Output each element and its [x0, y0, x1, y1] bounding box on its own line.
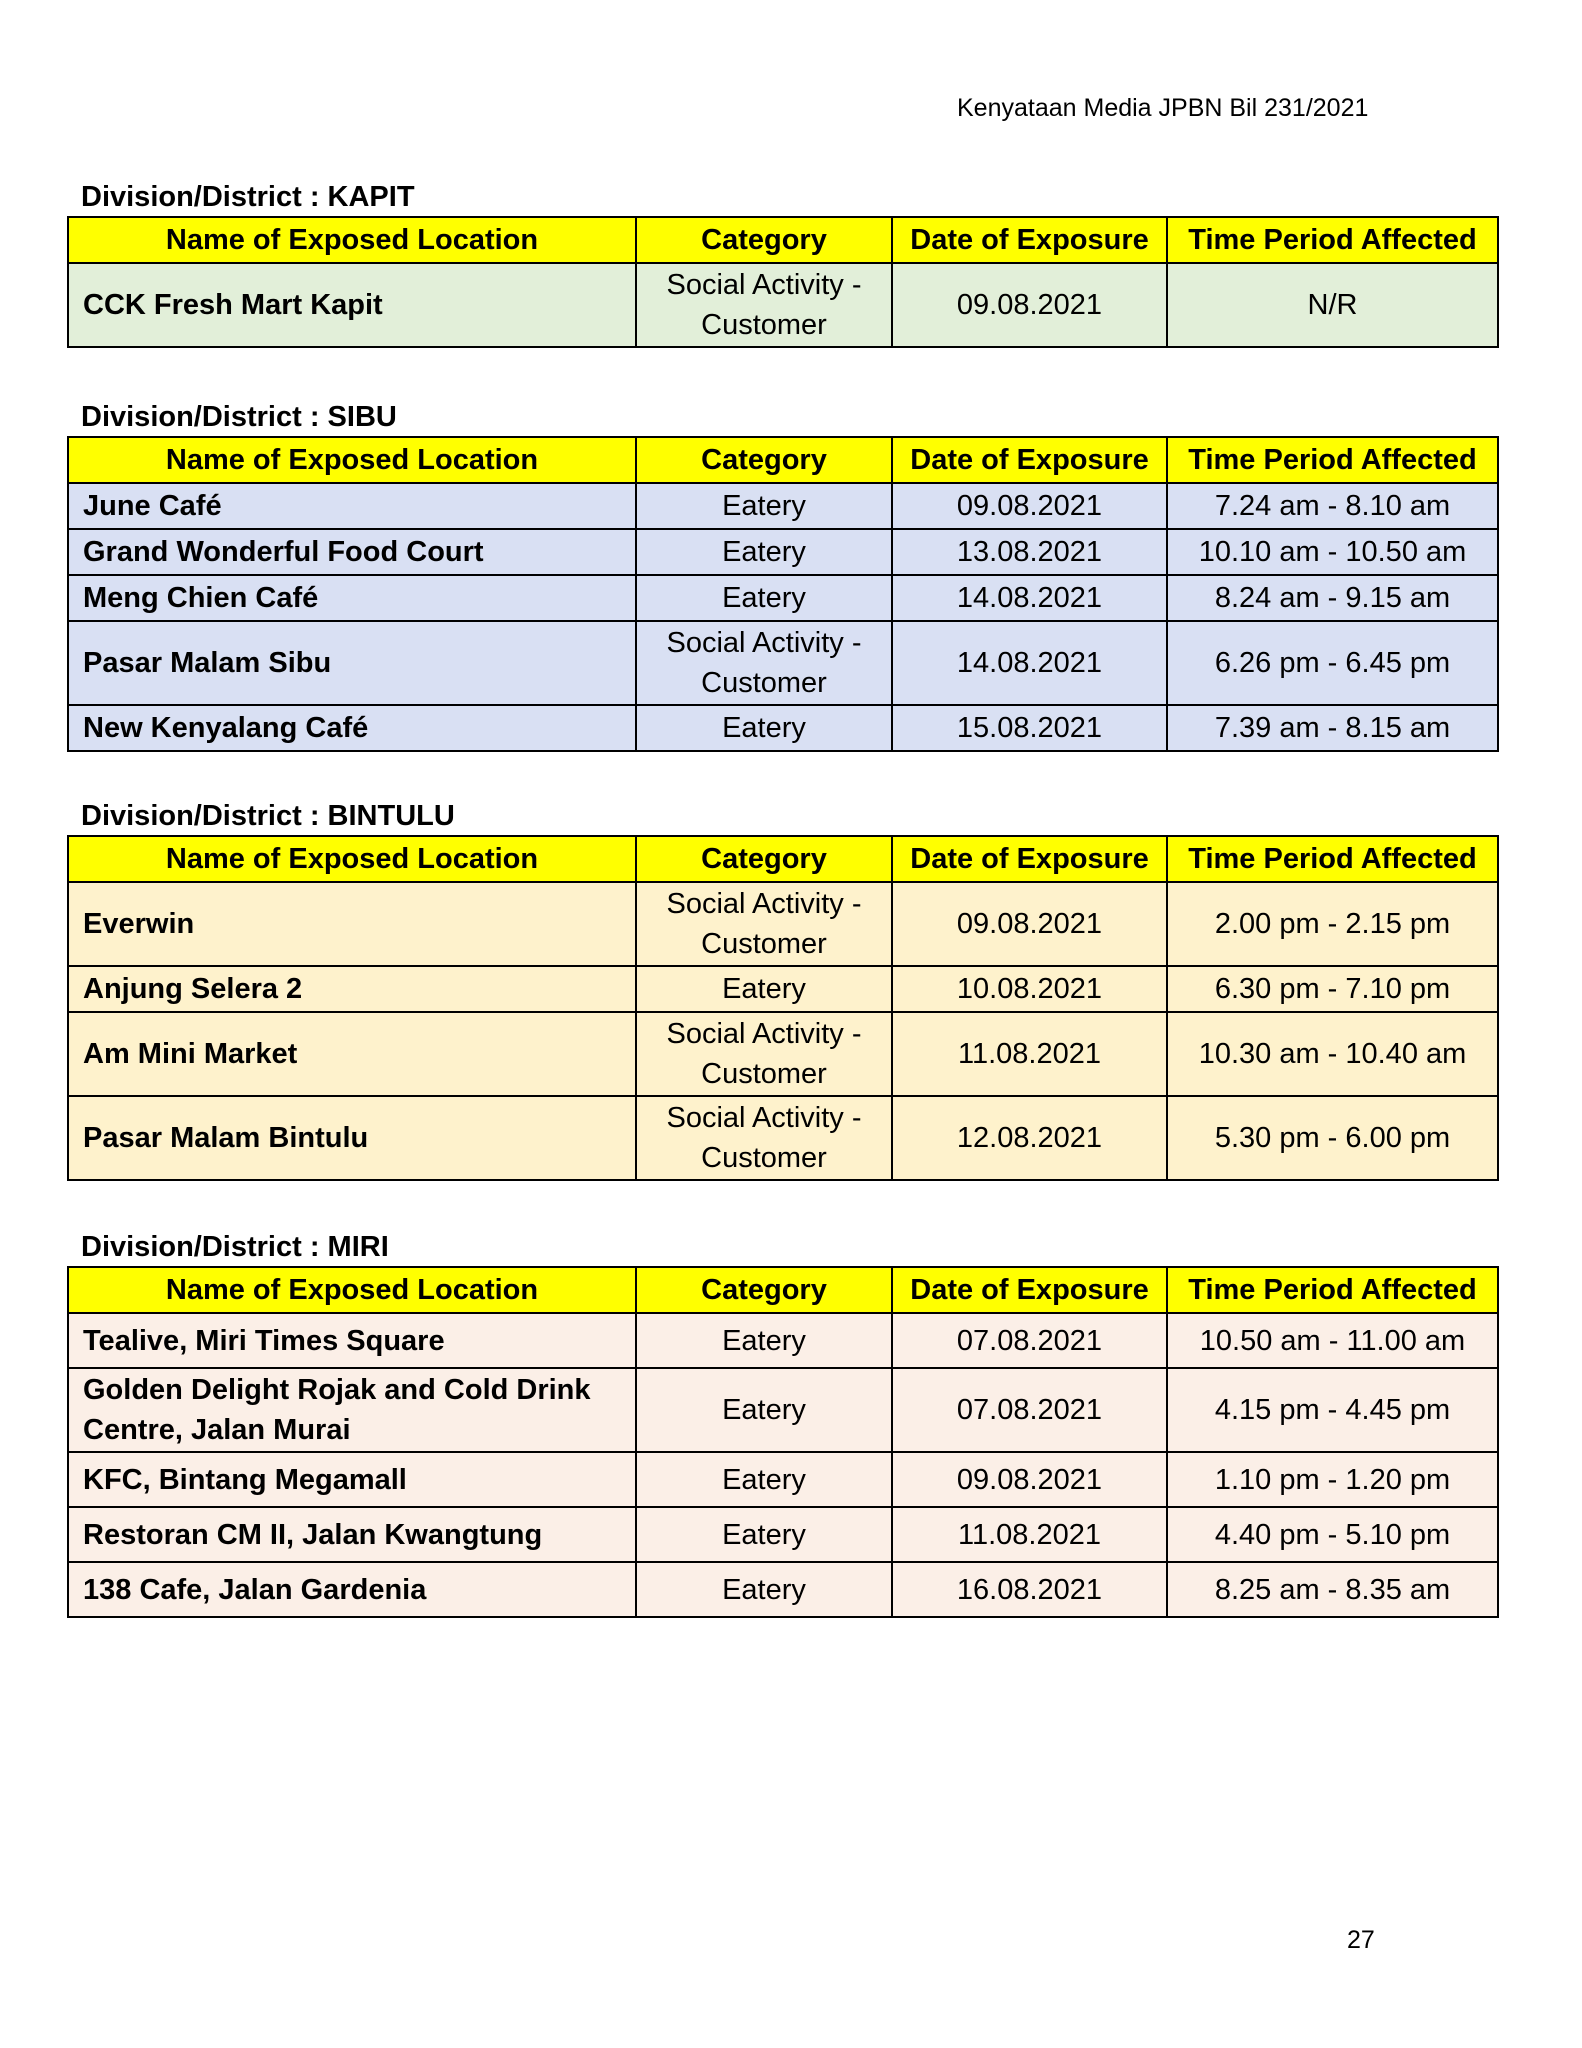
time-period-cell: 7.39 am - 8.15 am	[1167, 705, 1498, 751]
column-header-time: Time Period Affected	[1167, 437, 1498, 483]
category-cell: Social Activity - Customer	[636, 1096, 892, 1180]
table-header-row	[68, 217, 1498, 263]
location-cell: Restoran CM II, Jalan Kwangtung	[68, 1507, 636, 1562]
table-row	[68, 575, 1498, 621]
date-cell: 11.08.2021	[892, 1507, 1167, 1562]
column-header-location: Name of Exposed Location	[68, 836, 636, 882]
time-period-cell: 10.30 am - 10.40 am	[1167, 1012, 1498, 1096]
location-cell: Pasar Malam Bintulu	[68, 1096, 636, 1180]
column-header-date: Date of Exposure	[892, 1267, 1167, 1313]
column-header-location: Name of Exposed Location	[68, 437, 636, 483]
date-cell: 09.08.2021	[892, 263, 1167, 347]
column-header-category: Category	[636, 1267, 892, 1313]
column-header-date: Date of Exposure	[892, 836, 1167, 882]
category-cell: Social Activity - Customer	[636, 882, 892, 966]
table-row	[68, 1012, 1498, 1096]
table-row	[68, 1507, 1498, 1562]
date-cell: 12.08.2021	[892, 1096, 1167, 1180]
column-header-location: Name of Exposed Location	[68, 1267, 636, 1313]
category-cell: Eatery	[636, 1452, 892, 1507]
date-cell: 15.08.2021	[892, 705, 1167, 751]
time-period-cell: 10.50 am - 11.00 am	[1167, 1313, 1498, 1368]
column-header-date: Date of Exposure	[892, 217, 1167, 263]
column-header-date: Date of Exposure	[892, 437, 1167, 483]
location-cell: New Kenyalang Café	[68, 705, 636, 751]
time-period-cell: 5.30 pm - 6.00 pm	[1167, 1096, 1498, 1180]
time-period-cell: 8.24 am - 9.15 am	[1167, 575, 1498, 621]
column-header-time: Time Period Affected	[1167, 1267, 1498, 1313]
location-cell: 138 Cafe, Jalan Gardenia	[68, 1562, 636, 1617]
table-header-row	[68, 437, 1498, 483]
location-cell: Tealive, Miri Times Square	[68, 1313, 636, 1368]
location-cell: KFC, Bintang Megamall	[68, 1452, 636, 1507]
category-cell: Eatery	[636, 529, 892, 575]
table-header-row	[68, 1267, 1498, 1313]
date-cell: 14.08.2021	[892, 621, 1167, 705]
location-cell: Everwin	[68, 882, 636, 966]
location-cell: Meng Chien Café	[68, 575, 636, 621]
column-header-category: Category	[636, 437, 892, 483]
category-cell: Eatery	[636, 705, 892, 751]
date-cell: 09.08.2021	[892, 882, 1167, 966]
column-header-category: Category	[636, 217, 892, 263]
time-period-cell: 6.30 pm - 7.10 pm	[1167, 966, 1498, 1012]
time-period-cell: 8.25 am - 8.35 am	[1167, 1562, 1498, 1617]
date-cell: 09.08.2021	[892, 483, 1167, 529]
table-row	[68, 1313, 1498, 1368]
category-cell: Eatery	[636, 1368, 892, 1452]
time-period-cell: 1.10 pm - 1.20 pm	[1167, 1452, 1498, 1507]
time-period-cell: 10.10 am - 10.50 am	[1167, 529, 1498, 575]
category-cell: Eatery	[636, 966, 892, 1012]
district-section	[67, 1228, 1497, 1618]
table-row	[68, 966, 1498, 1012]
date-cell: 11.08.2021	[892, 1012, 1167, 1096]
date-cell: 10.08.2021	[892, 966, 1167, 1012]
page-number: 27	[1347, 1926, 1375, 1954]
location-cell: Pasar Malam Sibu	[68, 621, 636, 705]
district-section	[67, 178, 1497, 348]
column-header-category: Category	[636, 836, 892, 882]
location-cell: June Café	[68, 483, 636, 529]
time-period-cell: 7.24 am - 8.10 am	[1167, 483, 1498, 529]
date-cell: 07.08.2021	[892, 1368, 1167, 1452]
table-row	[68, 529, 1498, 575]
category-cell: Eatery	[636, 1507, 892, 1562]
category-cell: Eatery	[636, 1562, 892, 1617]
district-section	[67, 797, 1497, 1181]
date-cell: 07.08.2021	[892, 1313, 1167, 1368]
table-row	[68, 1452, 1498, 1507]
category-cell: Social Activity - Customer	[636, 263, 892, 347]
district-title: Division/District : MIRI	[81, 1231, 389, 1263]
document-reference: Kenyataan Media JPBN Bil 231/2021	[957, 94, 1369, 122]
exposure-table	[67, 436, 1499, 752]
exposure-table	[67, 835, 1499, 1181]
date-cell: 09.08.2021	[892, 1452, 1167, 1507]
date-cell: 13.08.2021	[892, 529, 1167, 575]
date-cell: 16.08.2021	[892, 1562, 1167, 1617]
time-period-cell: 4.40 pm - 5.10 pm	[1167, 1507, 1498, 1562]
table-row	[68, 882, 1498, 966]
district-title: Division/District : KAPIT	[81, 181, 415, 213]
category-cell: Eatery	[636, 483, 892, 529]
column-header-location: Name of Exposed Location	[68, 217, 636, 263]
table-header-row	[68, 836, 1498, 882]
exposure-table	[67, 1266, 1499, 1618]
location-cell: CCK Fresh Mart Kapit	[68, 263, 636, 347]
table-row	[68, 1368, 1498, 1452]
time-period-cell: 2.00 pm - 2.15 pm	[1167, 882, 1498, 966]
district-section	[67, 398, 1497, 752]
district-title: Division/District : BINTULU	[81, 800, 455, 832]
table-row	[68, 483, 1498, 529]
location-cell: Am Mini Market	[68, 1012, 636, 1096]
location-cell: Golden Delight Rojak and Cold Drink Centre, Jalan Murai	[68, 1368, 636, 1452]
column-header-time: Time Period Affected	[1167, 217, 1498, 263]
column-header-time: Time Period Affected	[1167, 836, 1498, 882]
category-cell: Eatery	[636, 1313, 892, 1368]
exposure-table	[67, 216, 1499, 348]
table-row	[68, 1096, 1498, 1180]
location-cell: Grand Wonderful Food Court	[68, 529, 636, 575]
date-cell: 14.08.2021	[892, 575, 1167, 621]
table-row	[68, 263, 1498, 347]
table-row	[68, 1562, 1498, 1617]
time-period-cell: 6.26 pm - 6.45 pm	[1167, 621, 1498, 705]
time-period-cell: N/R	[1167, 263, 1498, 347]
table-row	[68, 621, 1498, 705]
category-cell: Eatery	[636, 575, 892, 621]
category-cell: Social Activity - Customer	[636, 621, 892, 705]
location-cell: Anjung Selera 2	[68, 966, 636, 1012]
category-cell: Social Activity - Customer	[636, 1012, 892, 1096]
table-row	[68, 705, 1498, 751]
time-period-cell: 4.15 pm - 4.45 pm	[1167, 1368, 1498, 1452]
district-title: Division/District : SIBU	[81, 401, 397, 433]
